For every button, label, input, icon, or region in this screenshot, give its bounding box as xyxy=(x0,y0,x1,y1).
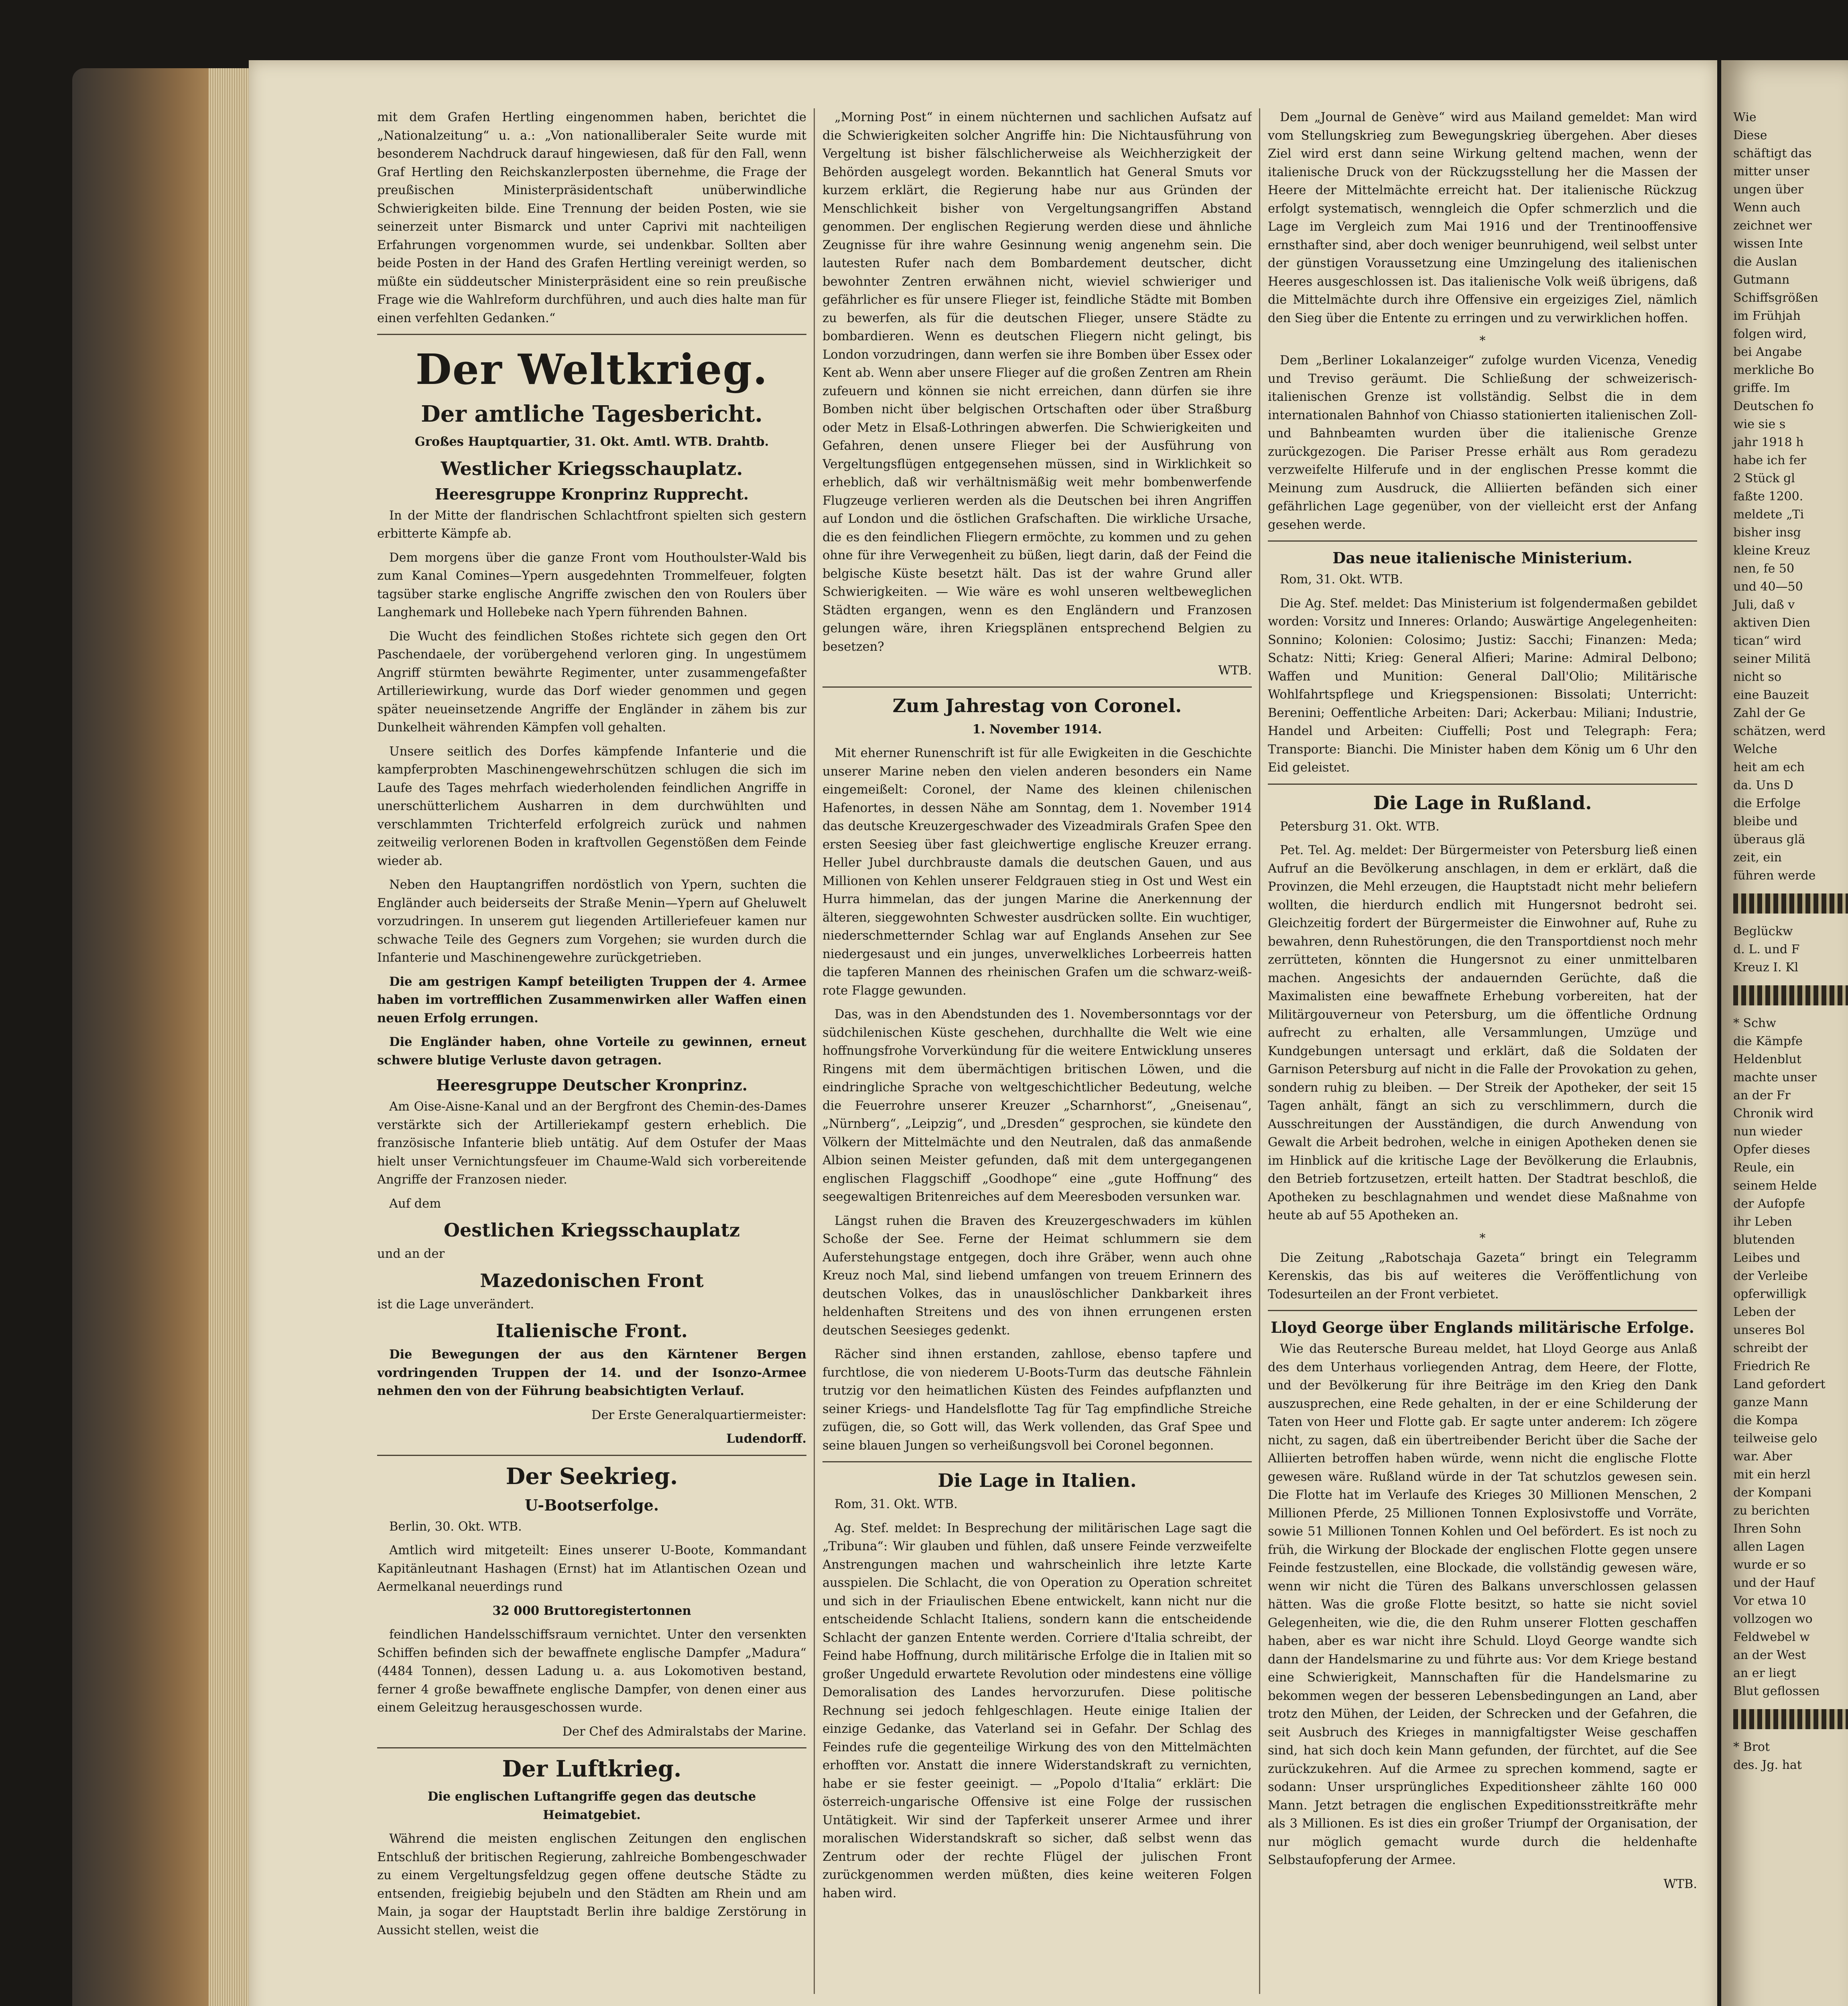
facing-line: an der West xyxy=(1733,1648,1806,1662)
facing-line: wie sie s xyxy=(1733,417,1786,431)
facing-line: Deutschen fo xyxy=(1733,399,1814,413)
headline-weltkrieg: Der Weltkrieg. xyxy=(415,345,768,394)
separator-star: * xyxy=(1479,1231,1486,1245)
facing-line: Zahl der Ge xyxy=(1733,706,1805,720)
macedonia-front-heading: Mazedonischen Front xyxy=(480,1269,704,1291)
ornament-band xyxy=(1733,893,1848,914)
paragraph: Das, was in den Abendstunden des 1. Novembersonntags vor der südchilenischen Küste geschehen, durchhallte die Welt wie eine hoffnungsfrohe Vorverkündung für die weitere Entwicklung unseres Ringens mit dem übermächtigen britischen Löwen, und die eindringliche Sprache von weltgeschichtlicher Bedeutung, welche die Feuerrohre unserer Kreuzer „Scharnhorst“, „Gneisenau“, „Nürnberg“, „Leipzig“, und „Dresden“ gesprochen, sie kündete den Völkern der Mittelmächte und den Neutralen, daß das anmaßende Albion seinen Meister gefunden, daß mit dem untergegangenen englischen Flaggschiff „Goodhope“ eine „gute Hoffnung“ des seegewaltigen Britenreiches auf dem Meeresboden versunken war. xyxy=(822,1007,1252,1204)
facing-line: schätzen, werd xyxy=(1733,724,1826,738)
paragraph: Die Wucht des feindlichen Stoßes richtete sich gegen den Ort Paschendaele, der vorübergehend verloren ging. In ungestümem Angriff stürmten bewährte Regimenter, unter zusammengefaßter Artilleriewirkung, wurde das Dorf wieder genommen und gegen später neueinsetzende Angriffe der Engländer in zähem bis zur Dunkelheit währenden Kämpfen voll gehalten. xyxy=(377,629,806,735)
subhead-tagesbericht: Der amtliche Tagesbericht. xyxy=(421,401,763,427)
newspaper-page xyxy=(249,60,1717,2006)
sea-war-heading: Der Seekrieg. xyxy=(506,1463,678,1490)
facing-line: Reule, ein xyxy=(1733,1161,1795,1175)
ornament-band xyxy=(1733,985,1848,1005)
facing-line: Leben der xyxy=(1733,1305,1795,1319)
paragraph: Dem „Berliner Lokalanzeiger“ zufolge wurden Vicenza, Venedig und Treviso geräumt. Die Schließung der schweizerisch-italienischen Grenze ist vollständig. Selbst die in dem internationalen Bahnhof von Chiasso stationierten italienischen Zoll- und Bahnbeamten wurden über die italienische Grenze zurückgezogen. Die Pariser Presse erhält aus Rom geradezu verzweifelte Hilferufe und in der englischen Presse kommt die Meinung zum Ausdruck, die Alliierten befänden sich einer gefährlichen Lage gegenüber, von der vielleicht erst der Anfang gesehen werde. xyxy=(1268,353,1697,532)
signature: Der Chef des Admiralstabs der Marine. xyxy=(562,1724,806,1739)
column-rule xyxy=(814,108,815,1994)
facing-line: zu berichten xyxy=(1733,1504,1810,1518)
signature-name: Ludendorff. xyxy=(726,1431,806,1446)
paragraph: Neben den Hauptangriffen nordöstlich von Ypern, suchten die Engländer auch beiderseits der Straße Menin—Ypern auf Gheluwelt vorzudringen. In unserem gut liegenden Artilleriefeuer kamen nur schwache Teile des Gegners zum Vorgehen; sie wurden durch die Infanterie und Maschinengewehre zurückgetrieben. xyxy=(377,878,806,965)
facing-line: Diese xyxy=(1733,128,1767,142)
facing-line: Wie xyxy=(1733,110,1757,124)
lloyd-george-heading: Lloyd George über Englands militärische Erfolge. xyxy=(1271,1318,1694,1336)
column-2 xyxy=(822,108,1252,1994)
facing-line: habe ich fer xyxy=(1733,453,1807,467)
facing-line: seinem Helde xyxy=(1733,1179,1817,1193)
column-1 xyxy=(377,108,806,1994)
paragraph: „Morning Post“ in einem nüchternen und sachlichen Aufsatz auf die Schwierigkeiten solcher Angriffe hin: Die Nichtausführung von Vergeltung ist bisher fälschlicherweise als Weichherzigkeit der Behörden ausgelegt worden. Bekanntlich hat General Smuts vor kurzem erklärt, die Regierung habe nur aus Gründen der Menschlichkeit bisher von Vergeltungsangriffen Abstand genommen. Der englischen Regierung werden diese und ähnliche Zeugnisse für ihre wahre Gesinnung wenig angenehm sein. Die lautesten Rufer nach dem Bombardement deutscher, dicht bewohnter Zentren erwähnen nicht, wieviel schwieriger und gefährlicher es für unsere Flieger ist, feindliche Städte mit Bomben zu bewerfen, als für die deutschen Flieger, unsere Städte zu bombardieren. Wenn es deutschen Fliegern nicht gelingt, bis London vorzudringen, dann werfen sie ihre Bomben über Essex oder Kent ab. Wenn aber unsere Flieger auf die großen Zentren am Rhein zufeuern und können sie nicht erreichen, dann dürfen sie ihre Bomben nicht über belgischen Ortschaften oder über Straßburg oder Metz in Elsaß-Lothringen abwerfen. Die Schwierigkeiten und Gefahren, denen unsere Flieger bei der Ausführung von Vergeltungsflügen entgegensehen müssen, sind in Wirklichkeit so erheblich, daß wir verhältnismäßig weit mehr bombenwerfende Flugzeuge verlieren werden als die Deutschen bei ihren Angriffen auf London und die östlichen Grafschaften. Die wirkliche Ursache, die es den feindlichen Fliegern ermöchte, zu kommen und zu gehen ohne für ihre Verwegenheit zu büßen, liegt darin, daß der Feind die belgische Küste besetzt hält. Das ist der wahre Grund aller Schwierigkeiten. — Wie wäre es wohl unseren weltbeweglichen Städten ergangen, wenn es den Engländern und Franzosen gelungen wäre, ihren Kriegsplänen entsprechend Belgien zu besetzen? xyxy=(822,110,1252,654)
facing-line: Gutmann xyxy=(1733,273,1790,287)
paragraph: Auf dem xyxy=(389,1196,441,1211)
facing-line: Opfer dieses xyxy=(1733,1143,1810,1157)
facing-line: bei Angabe xyxy=(1733,345,1802,359)
paragraph: Die Engländer haben, ohne Vorteile zu gewinnen, erneut schwere blutige Verluste davon getragen. xyxy=(377,1035,806,1068)
facing-line: heit am ech xyxy=(1733,760,1805,774)
facing-line: schreibt der xyxy=(1733,1341,1808,1355)
dateline: Rom, 31. Okt. WTB. xyxy=(1280,573,1403,587)
facing-line: mitter unser xyxy=(1733,164,1809,179)
paragraph: Die Ag. Stef. meldet: Das Ministerium ist folgendermaßen gebildet worden: Vorsitz und Inneres: Orlando; Auswärtige Angelegenheiten: Sonnino; Kolonien: Colosimo; Justiz: Sacchi; Finanzen: Meda; Schatz: Nitti; Krieg: General Alfieri; Marine: Admiral Delbono; Waffen und Munition: General Dall'Olio; Militärische Wohlfahrtspflege und Kriegspensionen: Bissolati; Unterricht: Berenini; Oeffentliche Arbeiten: Dari; Ackerbau: Miliani; Industrie, Handel und Arbeiten: Ciuffelli; Post und Telegraph: Fera; Transporte: Bianchi. Die Minister haben dem König um 6 Uhr den Eid geleistet. xyxy=(1268,596,1697,775)
paragraph: Pet. Tel. Ag. meldet: Der Bürgermeister von Petersburg ließ einen Aufruf an die Bevölkerung anschlagen, in dem er erklärt, daß die Provinzen, die Mehl erzeugen, die Hauptstadt nicht mehr beliefern wollten, die hierdurch endlich mit Hungersnot bedroht sei. Gleichzeitig fordert der Bürgermeister die Einwohner auf, Ruhe zu bewahren, denn Ruhestörungen, die den Transportdienst noch mehr zerrütteten, könnten die Hungersnot zu einer unmittelbaren machen. Angesichts der andauernden Gerüchte, daß die Maximalisten eine bewaffnete Erhebung vorbereiten, hat der Militärgouverneur von Petersburg, um die öffentliche Ordnung aufrecht zu erhalten, alle Versammlungen, Umzüge und Kundgebungen untersagt und erklärt, daß die Soldaten der Garnison Petersburg auf nicht in die Falle der Provokation zu gehen, sondern ruhig zu bleiben. — Der Streik der Apotheker, der seit 15 Tagen anhält, fängt an sich zu verschlimmern, durch die Ausschreitungen der Ausständigen, die durch Anwendung von Gewalt die Arbeit bedrohen, welche in einigen Apotheken denen sie im Hinblick auf die kritische Lage der Bevölkerung die Erlaubnis, den Betrieb fortzusetzen, erteilt hatten. Der Stadtrat beschloß, die Apotheken zu beschlagnahmen und wendet diese Maßnahme von heute ab auf 55 Apotheken an. xyxy=(1268,843,1697,1222)
facing-line: der Kompani xyxy=(1733,1486,1811,1500)
facing-line: Land gefordert xyxy=(1733,1377,1826,1391)
paragraph: Wie das Reutersche Bureau meldet, hat Lloyd George aus Anlaß des dem Unterhaus vorliegenden Antrag, dem Heere, der Flotte, und der Bevölkerung für ihre Beiträge im den Krieg den Dank auszusprechen, eine Rede gehalten, in der er eine Schilderung der Taten von Heer und Flotte gab. Er sagte unter anderem: Ich zögere nicht, zu sagen, daß ein übertreibender Bericht über die Sache der Alliierten betroffen haben würde, wenn nicht die englische Flotte gewesen wäre. Rußland würde in der Tat schutzlos gewesen sein. Die Flotte hat im Verlaufe des Krieges 30 Millionen Menschen, 2 Millionen Pferde, 25 Millionen Tonnen Explosivstoffe und Vorräte, sowie 51 Millionen Tonnen Kohlen und Oel befördert. Es ist noch zu früh, die Wirkung der Blockade der englischen Flotte gegen unsere Feinde festzustellen, eine Blockade, die vollständig gewesen wäre, wenn wir nicht die Türen des Balkans unverschlossen gelassen hätten. Was die große Flotte besitzt, so hatte sie nicht soviel Gelegenheiten, wie die, die den Ruhm unserer Flotten geschaffen haben, aber es war nicht ihre Schuld. Lloyd George wandte sich dann der Handelsmarine zu und führte aus: Vor dem Kriege bestand eine Schwierigkeit, Mannschaften für die Handelsmarine zu bekommen wegen der besseren Lebensbedingungen an Land, aber trotz den Mühen, der Leiden, der Schrecken und der Gefahren, die seit Ausbruch des Krieges in mannigfaltigster Weise geschaffen sind, hat sich doch kein Mann gefunden, der fürchtet, auf die See zurückzukehren. Auf die Armee zu sprechen kommend, sagte er sodann: Unser ursprüngliches Expeditionsheer zählte 160 000 Mann. Jetzt betragen die englischen Expeditionsstreitkräfte mehr als 3 Millionen. Es ist dies ein großer Triumpf der Organisation, der nur möglich gemacht wurde durch die heldenhafte Selbstaufopferung der Armee. xyxy=(1268,1342,1697,1867)
facing-line: überaus glä xyxy=(1733,832,1805,847)
facing-line: kleine Kreuz xyxy=(1733,544,1810,558)
facing-line: die Kompa xyxy=(1733,1413,1798,1427)
facing-page-column xyxy=(1733,108,1848,1774)
column-3 xyxy=(1268,108,1697,1994)
facing-line: Feldwebel w xyxy=(1733,1630,1810,1644)
section-rule xyxy=(377,1455,806,1456)
facing-line: Juli, daß v xyxy=(1733,598,1795,612)
facing-line: blutenden xyxy=(1733,1233,1795,1247)
separator-star: * xyxy=(1479,334,1486,348)
paragraph: Am Oise-Aisne-Kanal und an der Bergfront des Chemin-des-Dames verstärkte sich der Artilleriekampf gestern erheblich. Die französische Infanterie blieb untätig. Auf dem Ostufer der Maas hielt unser Vernichtungsfeuer im Chaume-Wald sich vorbereitende Angriffe der Franzosen nieder. xyxy=(377,1100,806,1187)
facing-line: und 40—50 xyxy=(1733,580,1803,594)
facing-line: ganze Mann xyxy=(1733,1395,1808,1409)
ornament-band xyxy=(1733,1709,1848,1729)
dateline: Petersburg 31. Okt. WTB. xyxy=(1280,819,1440,834)
facing-line: war. Aber xyxy=(1733,1450,1792,1464)
facing-line: jahr 1918 h xyxy=(1733,435,1804,449)
paragraph: Die Zeitung „Rabotschaja Gazeta“ bringt ein Telegramm Kerenskis, das bis auf weiteres die Veröffentlichung von Todesurteilen an der Front verbietet. xyxy=(1268,1251,1697,1301)
facing-line: und der Hauf xyxy=(1733,1576,1815,1590)
facing-line: der Aufopfe xyxy=(1733,1197,1805,1211)
facing-line: allen Lagen xyxy=(1733,1540,1805,1554)
facing-line: Friedrich Re xyxy=(1733,1359,1810,1373)
facing-line: Blut geflossen xyxy=(1733,1684,1820,1698)
paragraph: In der Mitte der flandrischen Schlachtfront spielten sich gestern erbitterte Kämpfe ab. xyxy=(377,508,806,541)
facing-line: * Brot xyxy=(1733,1740,1770,1754)
intro-paragraph: mit dem Grafen Hertling eingenommen haben, berichtet die „Nationalzeitung“ u. a.: „Von nationalliberaler Seite wurde mit besonderem Nachdruck darauf hingewiesen, daß für den Fall, wenn Graf Hertling den Reichskanzlerposten übernehme, die Frage der preußischen Ministerpräsidentschaft unüberwindliche Schwierigkeiten bilde. Eine Trennung der beiden Posten, wie sie seinerzeit unter Bismarck und unter Caprivi mit nachteiligen Erfahrungen vorgenommen wurde, sei undenkbar. Sollten aber beide Posten in der Hand des Grafen Hertling vereinigt werden, so müßte ein süddeutscher Ministerpräsident eine so rein preußische Frage wie die Wahlreform durchführen, und auch dies halte man für einen verfehlten Gedanken.“ xyxy=(377,110,806,325)
facing-line: wissen Inte xyxy=(1733,237,1803,251)
facing-page xyxy=(1721,60,1848,2006)
facing-line: da. Uns D xyxy=(1733,778,1793,792)
facing-line: wurde er so xyxy=(1733,1558,1806,1572)
facing-line: des. Jg. hat xyxy=(1733,1758,1802,1772)
facing-line: die Kämpfe xyxy=(1733,1034,1803,1048)
facing-line: ungen über xyxy=(1733,183,1804,197)
paragraph: Dem morgens über die ganze Front vom Houthoulster-Wald bis zum Kanal Comines—Ypern ausgedehnten Trommelfeuer, folgten tagsüber starke englische Angriffe zwischen den von Roulers über Langhemark und Hollebeke nach Ypern führenden Bahnen. xyxy=(377,550,806,619)
army-group-heading: Heeresgruppe Deutscher Kronprinz. xyxy=(436,1076,747,1094)
facing-line: opferwilligk xyxy=(1733,1287,1806,1301)
facing-line: eine Bauzeit xyxy=(1733,688,1809,702)
facing-line: Beglückw xyxy=(1733,924,1793,938)
section-rule xyxy=(822,686,1252,688)
dateline: Rom, 31. Okt. WTB. xyxy=(835,1497,958,1511)
facing-line: unseres Bol xyxy=(1733,1323,1805,1337)
facing-line: merkliche Bo xyxy=(1733,363,1814,377)
facing-line: an der Fr xyxy=(1733,1088,1791,1102)
facing-line: faßte 1200. xyxy=(1733,489,1803,504)
paragraph: Ag. Stef. meldet: In Besprechung der militärischen Lage sagt die „Tribuna“: Wir glauben und fühlen, daß unsere Feinde verzweifelte Anstrengungen machen und wahrscheinlich ihre letzte Karte ausspielen. Die Schlacht, die von Operation zu Operation schreitet und sich in der Friaulischen Ebene entwickelt, kann nicht nur die entscheidende Schlacht Italiens, sondern kann die entscheidende Schlacht der ganzen Entente werden. Corriere d'Italia schreibt, der Feind habe Hoffnung, durch militärische Erfolge die in Italien mit so großer Ungeduld erwartete Revolution oder mindestens eine völlige Demoralisation des Landes hervorzurufen. Diese politische Rechnung sei jedoch fehlgeschlagen. Heute einige Italien der einzige Gedanke, das Vaterland sei in Gefahr. Der Schlag des Feindes rufe die gegenteilige Wirkung des von den Mittelmächten erhofften vor. Anstatt die innere Widerstandskraft zu vernichten, habe er sie fester geeinigt. — „Popolo d'Italia“ erklärt: Die österreich-ungarische Offensive ist eine Folge der russischen Untätigkeit. Wir sind der Tapferkeit unserer Armee und ihrer moralischen Widerstandskraft so sicher, daß selbst wenn das Zentrum oder der rechte Flügel der julischen Front zurückgenommen werden müßten, dies keine weiteren Folgen haben wird. xyxy=(822,1521,1252,1900)
tonnage-highlight: 32 000 Bruttoregistertonnen xyxy=(492,1603,691,1618)
facing-line: Kreuz I. Kl xyxy=(1733,960,1799,975)
section-rule xyxy=(1268,1310,1697,1311)
facing-line: der Verleibe xyxy=(1733,1269,1808,1283)
facing-line: griffe. Im xyxy=(1733,381,1790,395)
facing-line: zeichnet wer xyxy=(1733,219,1812,233)
paragraph: Unsere seitlich des Dorfes kämpfende Infanterie und die kampferprobten Maschinengewehrschützen schlugen die sich im Laufe des Tages mehrfach wiederholenden feindlichen Angriffe in unerschütterlichem Ausharren in dem durchwühlten und verschlammten Trichterfeld erfolgreich zurück und nahmen zeitweilig verlorenen Boden in kraftvollen Gegenstößen dem Feinde wieder ab. xyxy=(377,744,806,868)
signature: WTB. xyxy=(1663,1877,1697,1891)
facing-line: nen, fe 50 xyxy=(1733,562,1795,576)
facing-line: bisher insg xyxy=(1733,526,1801,540)
facing-line: Schiffsgrößen xyxy=(1733,291,1818,305)
facing-line: mit ein herzl xyxy=(1733,1468,1811,1482)
facing-line: * Schw xyxy=(1733,1016,1776,1030)
facing-line: Heldenblut xyxy=(1733,1052,1801,1066)
russia-heading: Die Lage in Rußland. xyxy=(1373,792,1592,814)
italy-front-heading: Italienische Front. xyxy=(496,1320,688,1342)
air-war-heading: Der Luftkrieg. xyxy=(502,1756,682,1782)
facing-line: folgen wird, xyxy=(1733,327,1807,341)
column-rule xyxy=(1259,108,1260,1994)
paragraph: Dem „Journal de Genève“ wird aus Mailand gemeldet: Man wird vom Stellungskrieg zum Bewegungskrieg übergehen. Aber dieses Ziel wird erst dann seine Wirkung geltend machen, wenn der italienische Druck von der Rückzugsstellung her die Massen der Heere der Mittelmächte erreicht hat. Der italienische Rückzug erfolgt systematisch, wenngleich die Opfer schmerzlich und die Lage im Vergleich zum Mai 1916 und der Trentinooffensive ernsthafter sind, aber doch weniger beunruhigend, weil selbst unter der günstigen Voraussetzung eine Umzingelung des italienischen Heeres ausgeschlossen ist. Das italienische Volk weiß übrigens, daß die Mittelmächte durch ihre Offensive ein ergeiziges Ziel, nämlich den Sieg über die Entente zu erringen und zu verwirklichen hoffen. xyxy=(1268,110,1697,325)
paragraph: Die am gestrigen Kampf beteiligten Truppen der 4. Armee haben im vortrefflichen Zusammenwirken aller Waffen einen neuen Erfolg errungen. xyxy=(377,974,806,1025)
dateline: Berlin, 30. Okt. WTB. xyxy=(389,1519,522,1534)
facing-line: schäftigt das xyxy=(1733,146,1812,160)
facing-line: machte unser xyxy=(1733,1070,1817,1084)
army-group-heading: Heeresgruppe Kronprinz Rupprecht. xyxy=(435,485,749,503)
facing-line: tican“ wird xyxy=(1733,634,1801,648)
signature-title: Der Erste Generalquartiermeister: xyxy=(591,1408,806,1422)
facing-line: an er liegt xyxy=(1733,1666,1796,1680)
facing-line: seiner Militä xyxy=(1733,652,1811,666)
paragraph: Amtlich wird mitgeteilt: Eines unserer U-Boote, Kommandant Kapitänleutnant Hashagen (Ernst) hat im Atlantischen Ozean und Aermelkanal neuerdings rund xyxy=(377,1543,806,1594)
paragraph: Die Bewegungen der aus den Kärntener Bergen vordringenden Truppen der 14. und der Isonzo-Armee nehmen den von der Führung beabsichtigten Verlauf. xyxy=(377,1347,806,1398)
section-rule xyxy=(822,1461,1252,1462)
facing-line: teilweise gelo xyxy=(1733,1431,1818,1446)
facing-line: bleibe und xyxy=(1733,814,1798,828)
paragraph: Mit eherner Runenschrift ist für alle Ewigkeiten in die Geschichte unserer Marine neben den vielen anderen besonders ein Name eingemeißelt: Coronel, der Name des kleinen chilenischen Hafenortes, in dessen Nähe am Sonntag, dem 1. November 1914 das deutsche Kreuzergeschwader des Vizeadmirals Grafen Spee den ersten Seesieg über fast gleichwertige englische Kreuzer errang. Heller Jubel durchbrauste damals die deutschen Gauen, und aus Millionen von Kehlen unserer Feldgrauen stieg in Ost und West ein Hurra himmelan, das der jungen Marine die Anerkennung der älteren, sieggewohnten Schwester ausdrücken sollte. Ein wuchtiger, niederschmetternder Schlag war auf Englands Ansehen zur See niedergesaust und ein junges, unverwelkliches Lorbeerreis hatten die tapferen Mannen des rheinischen Grafen um die schwarz-weiß-rote Flagge gewunden. xyxy=(822,746,1252,998)
facing-line: 2 Stück gl xyxy=(1733,471,1795,485)
facing-line: Leibes und xyxy=(1733,1251,1801,1265)
signature: WTB. xyxy=(1218,664,1252,678)
east-front-heading: Oestlichen Kriegsschauplatz xyxy=(443,1219,740,1241)
west-front-heading: Westlicher Kriegsschauplatz. xyxy=(441,457,743,479)
section-rule xyxy=(1268,784,1697,785)
facing-line: aktiven Dien xyxy=(1733,616,1810,630)
section-rule xyxy=(1268,540,1697,542)
paragraph: Während die meisten englischen Zeitungen den englischen Entschluß der britischen Regierung, zahlreiche Bombengeschwader zu einem Vergeltungsfeldzug gegen offene deutsche Städte zu entsenden, freigiebig bejubeln und den Städten am Rhein und am Main, ja sogar der Hauptstadt Berlin ihre baldige Zerstörung in Aussicht stellen, weist die xyxy=(377,1832,806,1937)
air-war-subheading: Die englischen Luftangriffe gegen das deutsche Heimatgebiet. xyxy=(427,1789,756,1822)
paragraph: ist die Lage unverändert. xyxy=(377,1297,534,1312)
coronel-heading: Zum Jahrestag von Coronel. xyxy=(892,694,1182,717)
facing-line: vollzogen wo xyxy=(1733,1612,1813,1626)
facing-line: führen werde xyxy=(1733,869,1816,883)
section-rule xyxy=(377,334,806,335)
facing-line: nicht so xyxy=(1733,670,1782,684)
facing-line: ihr Leben xyxy=(1733,1215,1792,1229)
facing-line: im Frühjah xyxy=(1733,309,1801,323)
paragraph: feindlichen Handelsschiffsraum vernichtet. Unter den versenkten Schiffen befinden sich der bewaffnete englische Dampfer „Madura“ (4484 Tonnen), dessen Ladung u. a. aus Lokomotiven bestand, ferner 4 große bewaffnete englische Dampfer, von denen einer aus einem Geleitzug herausgeschossen wurde. xyxy=(377,1628,806,1715)
facing-line: Vor etwa 10 xyxy=(1733,1594,1806,1608)
dateline: Großes Hauptquartier, 31. Okt. Amtl. WTB. Drahtb. xyxy=(414,434,769,449)
coronel-date: 1. November 1914. xyxy=(972,722,1102,737)
facing-line: die Auslan xyxy=(1733,255,1797,269)
facing-line: nun wieder xyxy=(1733,1125,1802,1139)
italy-situation-heading: Die Lage in Italien. xyxy=(938,1470,1137,1491)
facing-line: meldete „Ti xyxy=(1733,508,1804,522)
facing-line: Wenn auch xyxy=(1733,201,1801,215)
paragraph: Längst ruhen die Braven des Kreuzergeschwaders im kühlen Schoße der See. Ferne der Heimat schlummern sie dem Auferstehungstage entgegen, doch ihre Gräber, wenn auch ohne Kreuz noch Mal, sind liebend umfangen von treuem Erinnern des deutschen Volkes, das in unauslöschlicher Dankbarkeit ihres heldenhaften Streitens und des von ihnen errungenen ersten deutschen Seesieges gedenkt. xyxy=(822,1214,1252,1338)
facing-line: d. L. und F xyxy=(1733,942,1800,956)
facing-line: zeit, ein xyxy=(1733,851,1782,865)
facing-line: die Erfolge xyxy=(1733,796,1801,810)
ministry-heading: Das neue italienische Ministerium. xyxy=(1332,549,1633,567)
paragraph: und an der xyxy=(377,1247,445,1261)
facing-line: Chronik wird xyxy=(1733,1107,1814,1121)
section-rule xyxy=(377,1747,806,1748)
facing-line: Welche xyxy=(1733,742,1777,756)
facing-line: Ihren Sohn xyxy=(1733,1522,1801,1536)
paragraph: Rächer sind ihnen erstanden, zahllose, ebenso tapfere und furchtlose, die von niederem U-Boots-Turm das deutsche Fähnlein trutzig vor den heimatlichen Küsten des Feindes aufpflanzten und seiner Kriegs- und Handelsflotte Tag für Tag empfindliche Streiche zufügen, die, so Gott will, das Werk vollenden, das Graf Spee und seine blauen Jungen so verheißungsvoll bei Coronel begonnen. xyxy=(822,1347,1252,1453)
uboat-heading: U-Bootserfolge. xyxy=(524,1496,659,1514)
